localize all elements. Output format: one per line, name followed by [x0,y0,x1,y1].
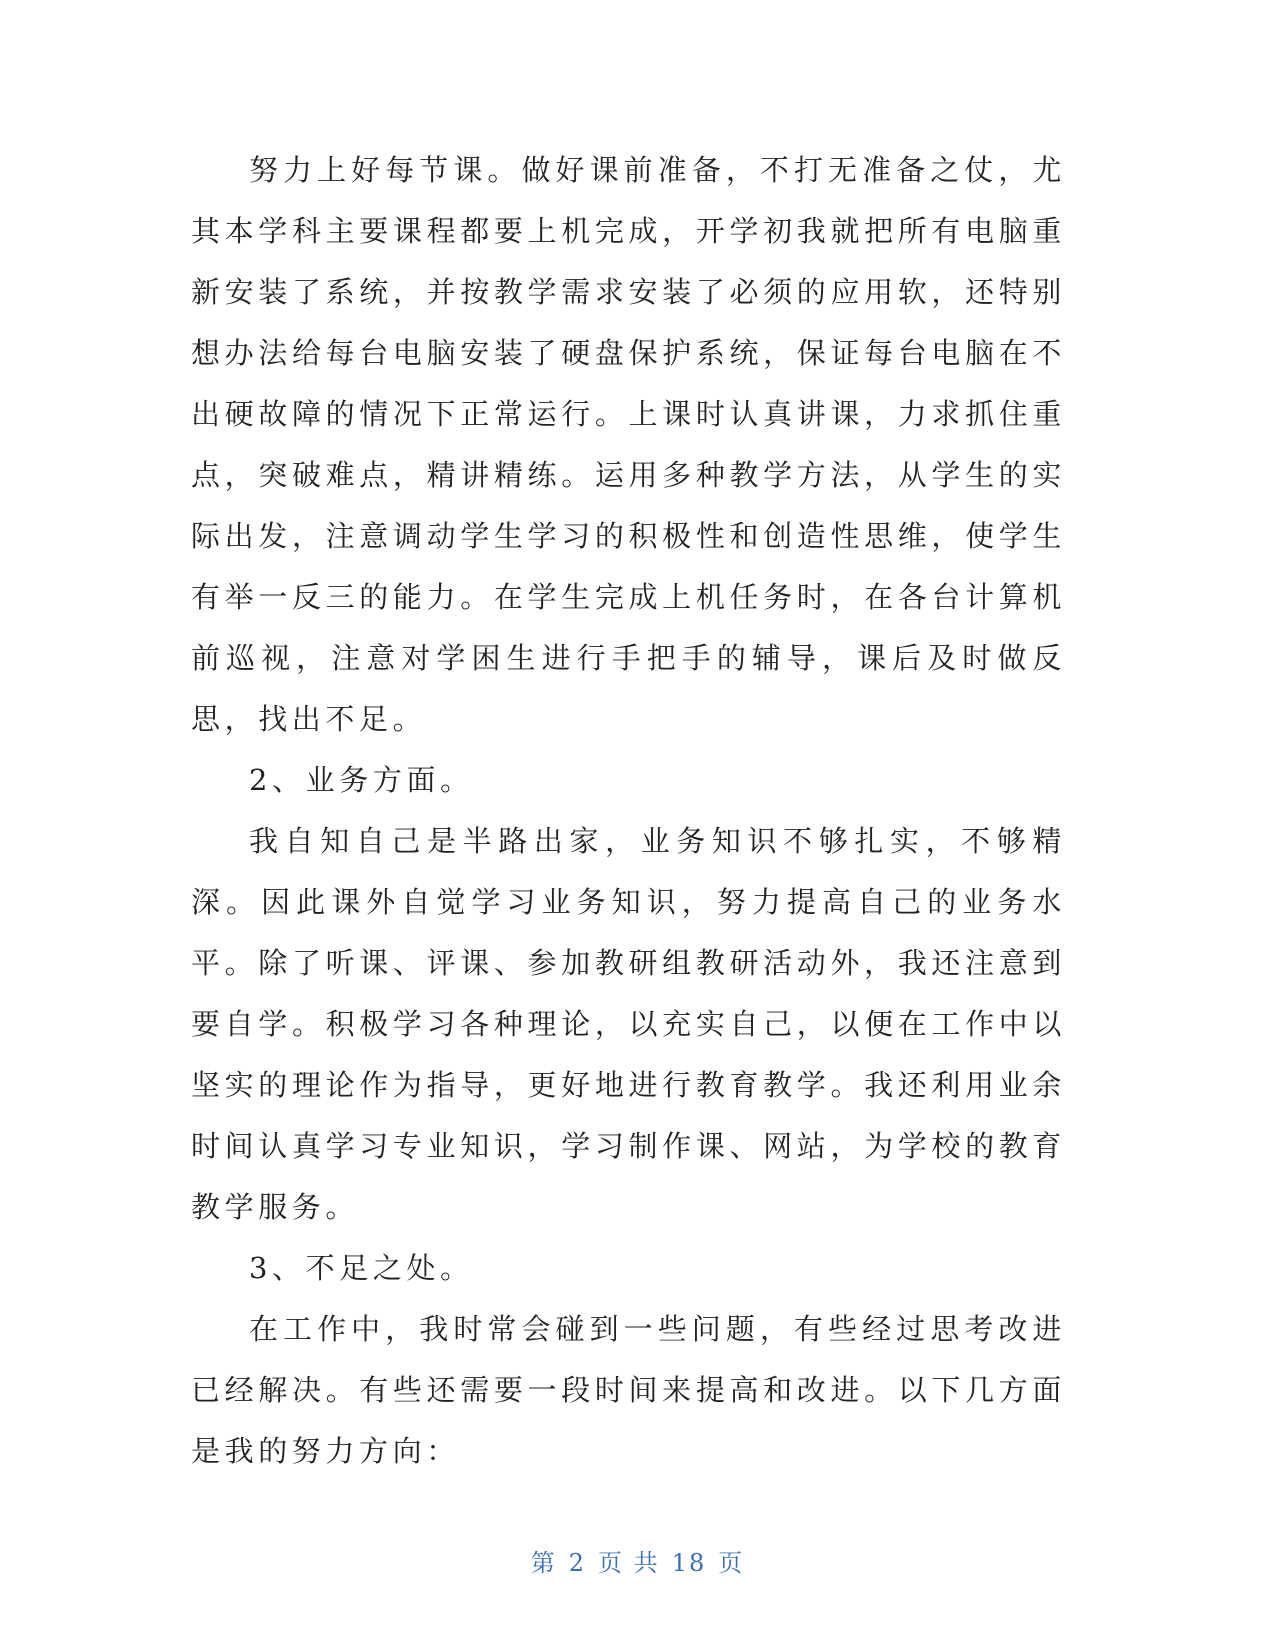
footer-suffix: 页 [718,1549,745,1577]
page-footer [0,1543,1275,1578]
footer-total-pages: 18 [671,1549,707,1577]
document-body [191,140,1066,1482]
section-heading-business: 2、业务方面。 [249,763,474,797]
footer-page-number: 2 [568,1549,587,1577]
footer-prefix: 第 [530,1549,557,1577]
paragraph-teaching: 努力上好每节课。做好课前准备，不打无准备之仗，尤其本学科主要课程都要上机完成，开学初我就把所有电脑重新安装了系统，并按教学需求安装了必须的应用软，还特别想办法给每台电脑安装了硬盘保护系统，保证每台电脑在不出硬故障的情况下正常运行。上课时认真讲课，力求抓住重点，突破难点，精讲精练。运用多种教学方法，从学生的实际出发，注意调动学生学习的积极性和创造性思维，使学生有举一反三的能力。在学生完成上机任务时，在各台计算机前巡视，注意对学困生进行手把手的辅导，课后及时做反思，找出不足。 [191,153,1066,736]
paragraph-business: 我自知自己是半路出家，业务知识不够扎实，不够精深。因此课外自觉学习业务知识，努力提高自己的业务水平。除了听课、评课、参加教研组教研活动外，我还注意到要自学。积极学习各种理论，以充实自己，以便在工作中以坚实的理论作为指导，更好地进行教育教学。我还利用业余时间认真学习专业知识，学习制作课、网站，为学校的教育教学服务。 [191,824,1066,1224]
paragraph-shortcomings: 在工作中，我时常会碰到一些问题，有些经过思考改进已经解决。有些还需要一段时间来提高和改进。以下几方面是我的努力方向： [191,1312,1066,1468]
footer-middle: 页 共 [598,1549,660,1577]
section-heading-shortcomings: 3、不足之处。 [249,1251,474,1285]
